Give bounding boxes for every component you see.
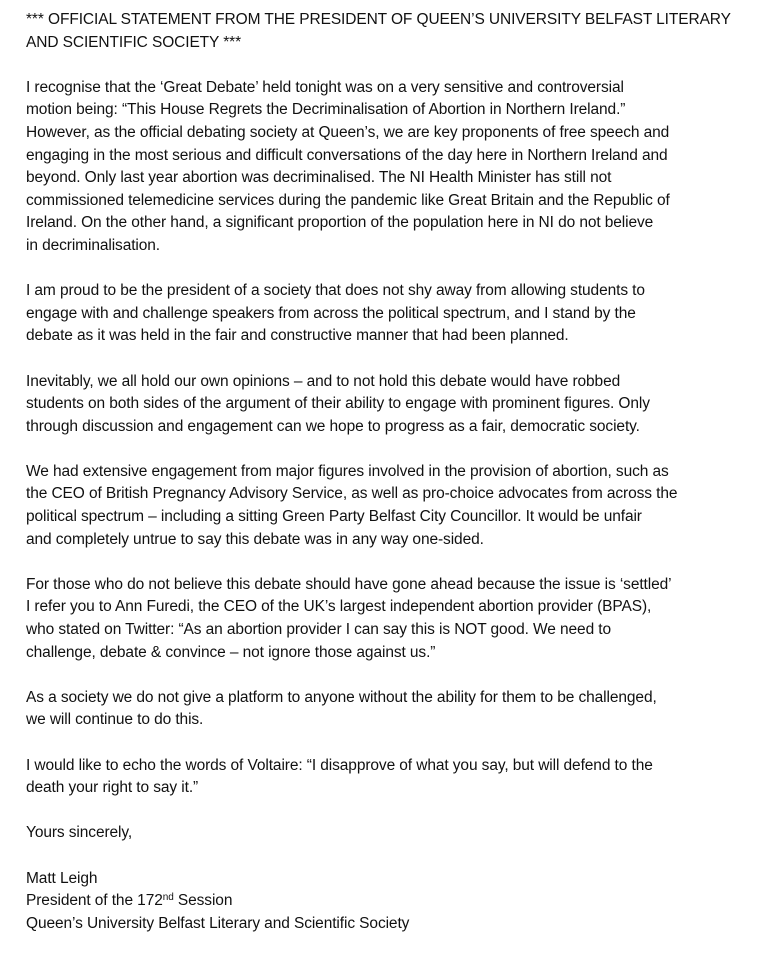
paragraph-proud-president: I am proud to be the president of a society that does not shy away from allowing students to engage with and challenge speakers from across the political spectrum, and I stand by the debate as it was held in the fair and constructive manner that had been planned. — [26, 282, 645, 345]
closing-salutation: Yours sincerely, — [26, 824, 133, 842]
title-suffix: Session — [173, 892, 233, 910]
paragraph-debate-context: I recognise that the ‘Great Debate’ held tonight was on a very sensitive and controversial motion being: “This House Regrets the Decriminalisation of Abortion in Northern Ireland.” However, as the official debating society at Queen’s, we are key proponents of free speech and engaging in the most serious and difficult conversations of the day here in Northern Ireland and beyond. Only last year abortion was decriminalised. The NI Health Minister has still not commissioned telemedicine services during the pandemic like Great Britain and the Republic of Ireland. On the other hand, a significant proportion of the population here in NI do not believe in decriminalisation. — [26, 78, 670, 254]
statement-document — [26, 9, 756, 935]
signatory-organisation: Queen’s University Belfast Literary and Scientific Society — [26, 914, 410, 932]
statement-heading: *** OFFICIAL STATEMENT FROM THE PRESIDENT OF QUEEN’S UNIVERSITY BELFAST LITERARY AND SCIENTIFIC SOCIETY *** — [26, 11, 731, 51]
paragraph-voltaire-quote: I would like to echo the words of Voltaire: “I disapprove of what you say, but will defend to the death your right to say it.” — [26, 756, 653, 797]
signatory-name: Matt Leigh — [26, 869, 98, 887]
title-prefix: President of the 172 — [26, 892, 163, 910]
signatory-title — [26, 890, 756, 913]
paragraph-settled-issue: For those who do not believe this debate should have gone ahead because the issue is ‘settled’ I refer you to Ann Furedi, the CEO of the UK’s largest independent abortion provider (BPAS), who stated on Twitter: “As an abortion provider I can say this is NOT good. We need to challenge, debate & convince – not ignore those against us.” — [26, 575, 672, 661]
paragraph-engagement: We had extensive engagement from major figures involved in the provision of abortion, such as the CEO of British Pregnancy Advisory Service, as well as pro-choice advocates from across the political spectrum – including a sitting Green Party Belfast City Councillor. It would be unfair and completely untrue to say this debate was in any way one-sided. — [26, 462, 678, 548]
paragraph-opinions: Inevitably, we all hold our own opinions – and to not hold this debate would have robbed students on both sides of the argument of their ability to engage with prominent figures. Only through discussion and engagement can we hope to progress as a fair, democratic society. — [26, 372, 650, 435]
signature-block — [26, 868, 756, 936]
paragraph-platform: As a society we do not give a platform to anyone without the ability for them to be challenged, we will continue to do this. — [26, 688, 657, 729]
title-superscript: nd — [162, 892, 174, 904]
